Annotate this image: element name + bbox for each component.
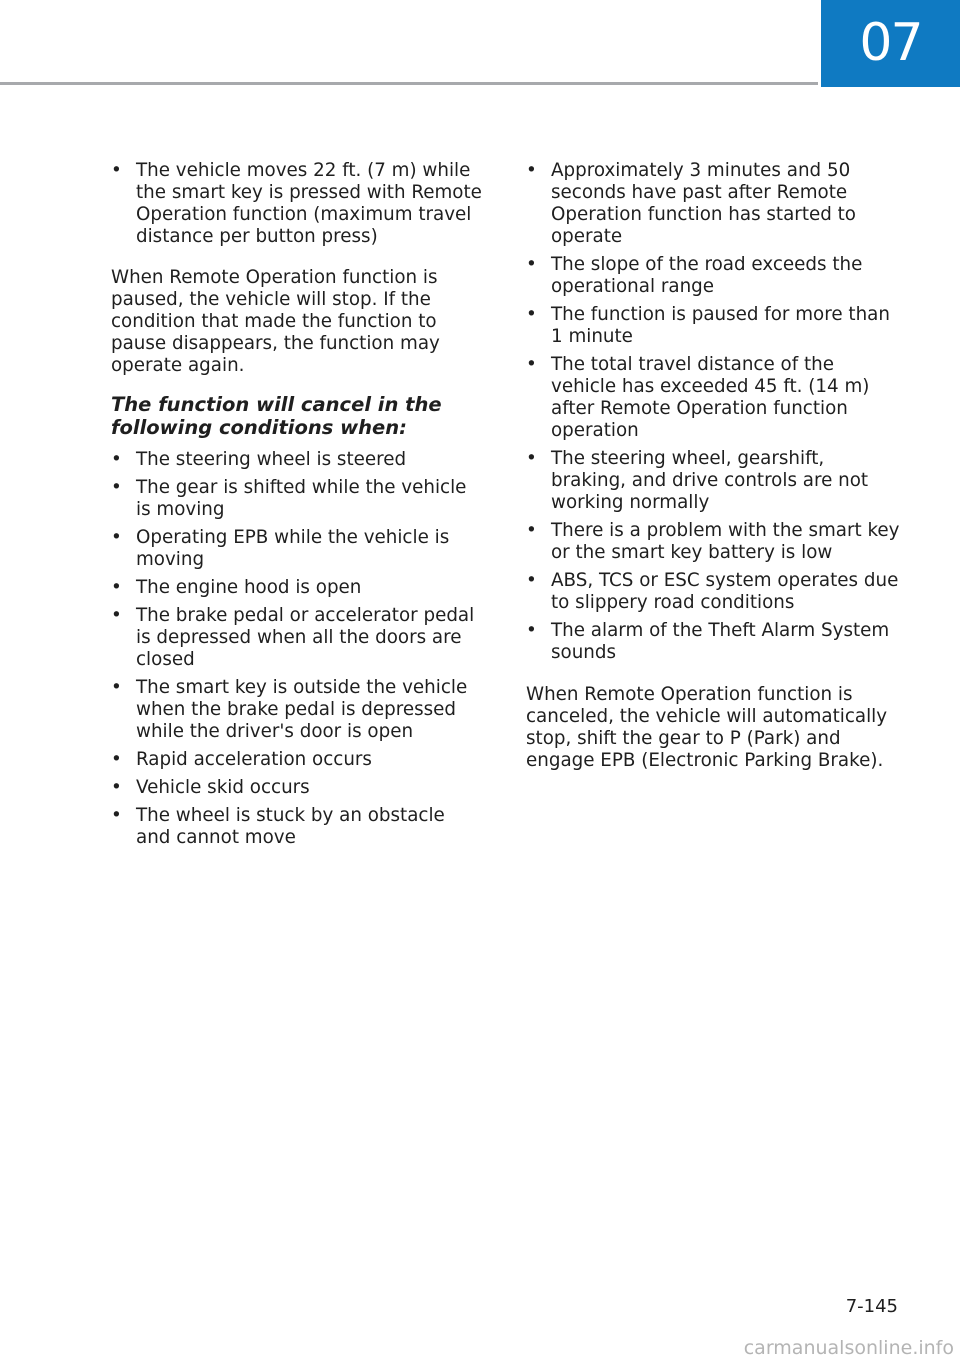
bullet-icon: • (111, 777, 122, 798)
list-item-text: The vehicle moves 22 ft. (7 m) while the smart key is pressed with Remote Operation function (maximum travel distance per button press) (136, 160, 482, 247)
list-item-text: Vehicle skid occurs (136, 777, 310, 798)
bullet-icon: • (111, 577, 122, 598)
list-item-text: The smart key is outside the vehicle when the brake pedal is depressed while the driver's door is open (136, 677, 468, 742)
list-item-text: The steering wheel, gearshift, braking, and drive controls are not working normally (551, 448, 869, 513)
intro-bullet-list (111, 160, 483, 248)
bullet-icon: • (526, 160, 537, 181)
list-item (111, 527, 483, 571)
list-item-text: There is a problem with the smart key or the smart key battery is low (551, 520, 900, 563)
list-item-text: The slope of the road exceeds the operational range (551, 254, 863, 297)
bullet-icon: • (111, 605, 122, 626)
list-item (111, 449, 483, 471)
list-item (526, 354, 902, 442)
list-item (111, 777, 483, 799)
cancel-conditions-heading: The function will cancel in the following conditions when: (111, 393, 442, 439)
bullet-icon: • (111, 477, 122, 498)
list-item (526, 160, 902, 248)
list-item (526, 448, 902, 514)
bullet-icon: • (111, 749, 122, 770)
list-item (526, 254, 902, 298)
paused-paragraph: When Remote Operation function is paused, the vehicle will stop. If the condition that made the function to pause disappears, the function may operate again. (111, 267, 440, 376)
list-item (526, 570, 902, 614)
list-item-text: The steering wheel is steered (136, 449, 407, 470)
list-item (526, 620, 902, 664)
list-item-text: The function is paused for more than 1 minute (551, 304, 890, 347)
list-item (111, 677, 483, 743)
bullet-icon: • (526, 570, 537, 591)
list-item-text: The total travel distance of the vehicle has exceeded 45 ft. (14 m) after Remote Operation function operation (551, 354, 870, 441)
list-item (111, 605, 483, 671)
right-column (526, 160, 902, 772)
bullet-icon: • (111, 805, 122, 826)
watermark: carmanualsonline.info (743, 1337, 954, 1359)
canceled-paragraph: When Remote Operation function is canceled, the vehicle will automatically stop, shift the gear to P (Park) and engage EPB (Electronic Parking Brake). (526, 684, 888, 771)
bullet-icon: • (526, 620, 537, 641)
list-item (111, 577, 483, 599)
list-item (111, 477, 483, 521)
list-item-text: The brake pedal or accelerator pedal is depressed when all the doors are closed (136, 605, 475, 670)
list-item (526, 520, 902, 564)
list-item-text: Approximately 3 minutes and 50 seconds have past after Remote Operation function has started to operate (551, 160, 856, 247)
bullet-icon: • (526, 448, 537, 469)
header-rule (0, 82, 818, 85)
page-number: 7-145 (845, 1296, 898, 1317)
bullet-icon: • (111, 160, 122, 181)
right-bullet-list (526, 160, 902, 664)
list-item (526, 304, 902, 348)
list-item-text: The alarm of the Theft Alarm System sounds (551, 620, 890, 663)
list-item-text: Rapid acceleration occurs (136, 749, 372, 770)
list-item-text: Operating EPB while the vehicle is moving (136, 527, 450, 570)
list-item-text: The engine hood is open (136, 577, 362, 598)
list-item-text: The wheel is stuck by an obstacle and cannot move (136, 805, 445, 848)
list-item (111, 160, 483, 248)
list-item (111, 749, 483, 771)
bullet-icon: • (526, 520, 537, 541)
left-column (111, 160, 483, 855)
bullet-icon: • (111, 677, 122, 698)
bullet-icon: • (526, 354, 537, 375)
list-item-text: ABS, TCS or ESC system operates due to slippery road conditions (551, 570, 899, 613)
list-item-text: The gear is shifted while the vehicle is moving (136, 477, 467, 520)
cancel-bullet-list (111, 449, 483, 849)
chapter-tab: 07 (821, 0, 960, 87)
bullet-icon: • (526, 304, 537, 325)
bullet-icon: • (526, 254, 537, 275)
list-item (111, 805, 483, 849)
bullet-icon: • (111, 449, 122, 470)
bullet-icon: • (111, 527, 122, 548)
